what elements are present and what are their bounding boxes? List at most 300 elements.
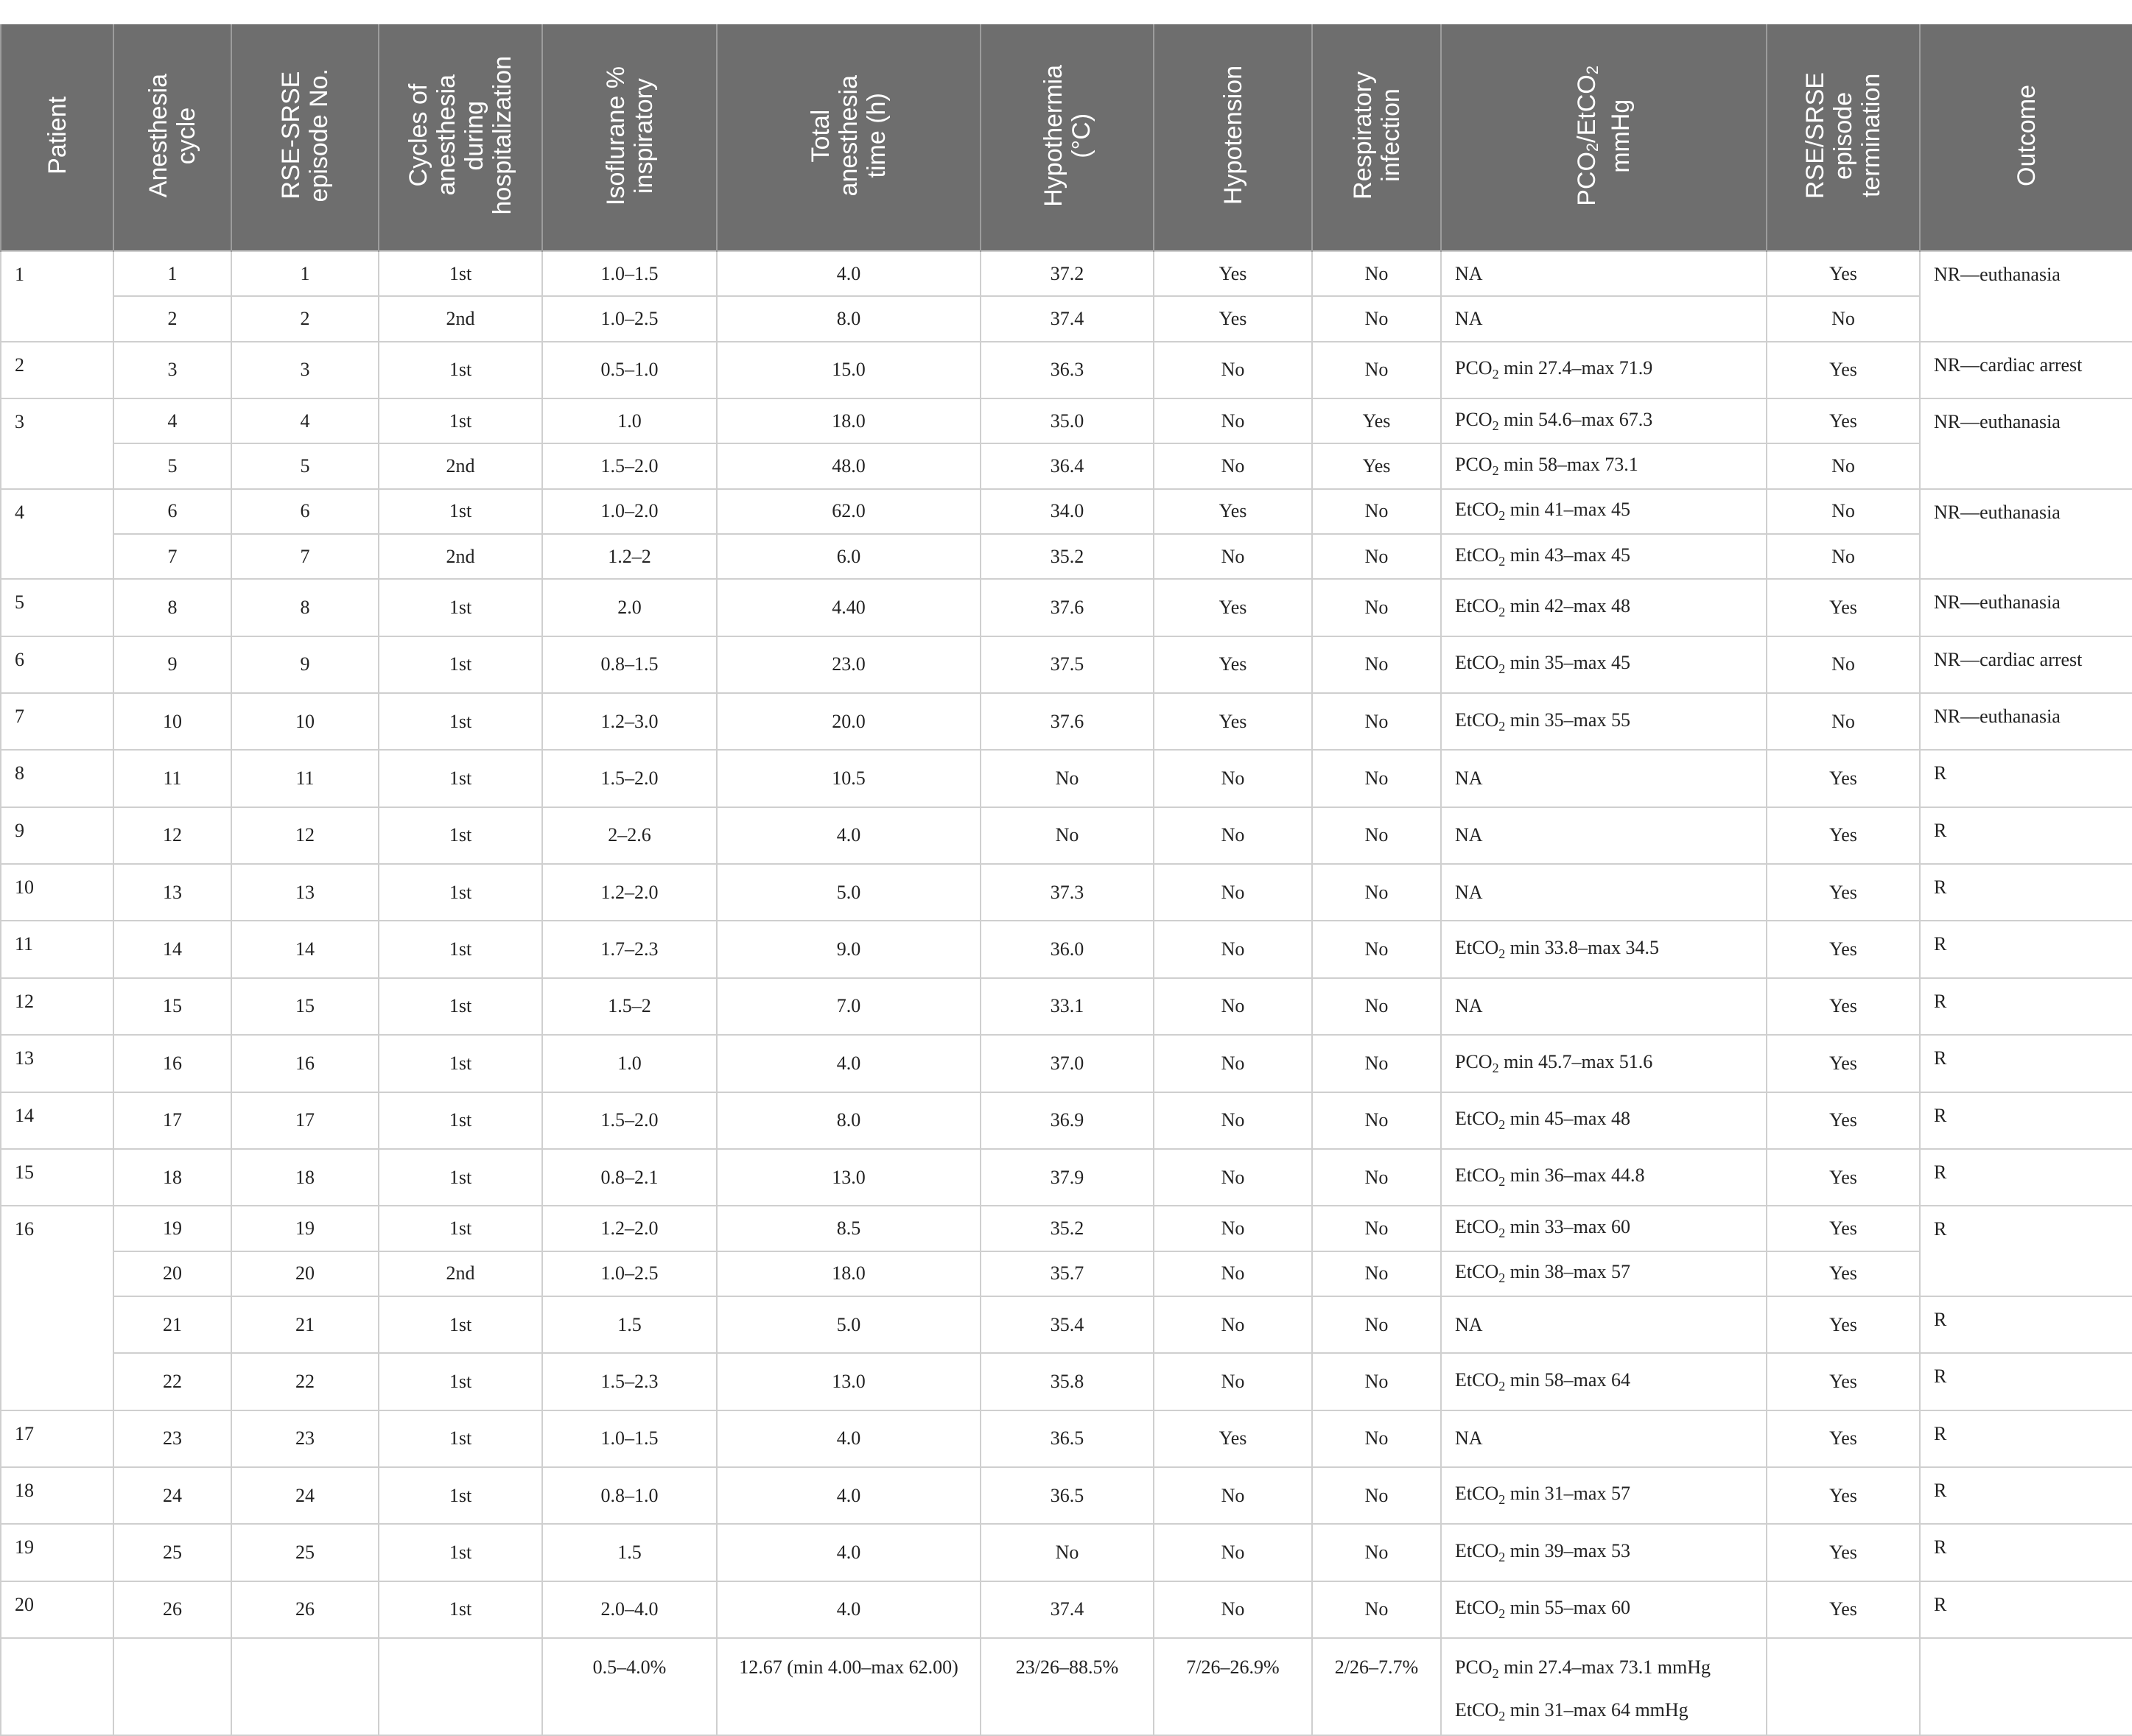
summary-row	[1, 1638, 2132, 1735]
patient-cell: 5	[1, 579, 113, 636]
isoflurane-cell: 1.7–2.3	[542, 921, 717, 977]
patient-cell: 19	[1, 1524, 113, 1581]
hypothermia-cell: 35.7	[981, 1251, 1154, 1296]
episode-no-cell: 21	[231, 1296, 379, 1353]
cycles-hospitalization-cell: 2nd	[379, 296, 542, 341]
anesthesia-cycle-cell: 8	[113, 579, 231, 636]
total-time-cell: 48.0	[717, 443, 981, 488]
outcome-cell: R	[1920, 1149, 2132, 1206]
outcome-cell: NR—euthanasia	[1920, 251, 2132, 342]
table-row	[1, 1296, 2132, 1353]
respiratory-infection-cell: No	[1312, 1035, 1441, 1092]
pco2-etco2-cell: EtCO$_2$ min 35–max 55	[1441, 693, 1767, 750]
pco2-etco2-cell: EtCO$_2$ min 43–max 45	[1441, 534, 1767, 579]
cycles-hospitalization-cell: 1st	[379, 1524, 542, 1581]
hypothermia-cell: No	[981, 1524, 1154, 1581]
cycles-hospitalization-cell: 1st	[379, 489, 542, 534]
cycles-hospitalization-cell: 1st	[379, 864, 542, 921]
anesthesia-cycle-cell: 18	[113, 1149, 231, 1206]
patient-cell: 10	[1, 864, 113, 921]
table-row	[1, 1251, 2132, 1296]
patient-cell: 11	[1, 921, 113, 977]
outcome-cell: R	[1920, 1035, 2132, 1092]
col-header-hypothermia	[981, 24, 1154, 251]
isoflurane-cell: 2.0–4.0	[542, 1581, 717, 1638]
total-time-cell: 8.5	[717, 1206, 981, 1251]
episode-no-cell: 5	[231, 443, 379, 488]
hypotension-cell: No	[1154, 1035, 1312, 1092]
episode-no-cell: 15	[231, 978, 379, 1035]
hypotension-cell: No	[1154, 1581, 1312, 1638]
episode-termination-cell: Yes	[1767, 1410, 1920, 1467]
hypothermia-cell: 37.4	[981, 296, 1154, 341]
col-header-outcome	[1920, 24, 2132, 251]
pco2-etco2-cell: NA	[1441, 750, 1767, 806]
col-header-label: RSE/SRSE episode termination	[1801, 72, 1885, 199]
anesthesia-cycle-cell: 26	[113, 1581, 231, 1638]
header-row	[1, 24, 2132, 251]
anesthesia-cycle-cell: 3	[113, 342, 231, 398]
hypothermia-cell: 37.5	[981, 636, 1154, 693]
isoflurane-cell: 0.5–1.0	[542, 342, 717, 398]
col-header-isoflurane	[542, 24, 717, 251]
episode-termination-cell: No	[1767, 534, 1920, 579]
table-container	[0, 24, 2132, 1736]
episode-no-cell: 4	[231, 398, 379, 443]
table-row	[1, 1467, 2132, 1524]
pco2-etco2-cell: NA	[1441, 1296, 1767, 1353]
anesthesia-cycle-cell: 25	[113, 1524, 231, 1581]
episode-no-cell: 23	[231, 1410, 379, 1467]
episode-termination-cell: No	[1767, 636, 1920, 693]
pco2-etco2-cell: EtCO$_2$ min 58–max 64	[1441, 1353, 1767, 1410]
episode-termination-cell: No	[1767, 693, 1920, 750]
respiratory-infection-cell: No	[1312, 342, 1441, 398]
episode-termination-cell: Yes	[1767, 807, 1920, 864]
episode-termination-cell: Yes	[1767, 1206, 1920, 1251]
summary-empty-cell	[1767, 1638, 1920, 1735]
hypotension-cell: No	[1154, 1251, 1312, 1296]
isoflurane-cell: 1.5	[542, 1524, 717, 1581]
pco2-etco2-cell: EtCO$_2$ min 45–max 48	[1441, 1092, 1767, 1149]
hypothermia-cell: No	[981, 807, 1154, 864]
episode-no-cell: 2	[231, 296, 379, 341]
hypotension-cell: No	[1154, 864, 1312, 921]
episode-no-cell: 13	[231, 864, 379, 921]
total-time-cell: 62.0	[717, 489, 981, 534]
patient-cell: 15	[1, 1149, 113, 1206]
pco2-etco2-cell: $PCO_2$ min 54.6–max 67.3	[1441, 398, 1767, 443]
patient-cell: 20	[1, 1581, 113, 1638]
cycles-hospitalization-cell: 2nd	[379, 443, 542, 488]
cycles-hospitalization-cell: 1st	[379, 921, 542, 977]
total-time-cell: 8.0	[717, 1092, 981, 1149]
episode-termination-cell: Yes	[1767, 978, 1920, 1035]
anesthesia-cycle-cell: 21	[113, 1296, 231, 1353]
respiratory-infection-cell: No	[1312, 1092, 1441, 1149]
hypotension-cell: No	[1154, 443, 1312, 488]
isoflurane-cell: 1.2–2.0	[542, 864, 717, 921]
total-time-cell: 20.0	[717, 693, 981, 750]
pco2-etco2-cell: EtCO$_2$ min 36–max 44.8	[1441, 1149, 1767, 1206]
respiratory-infection-cell: Yes	[1312, 443, 1441, 488]
col-header-episode-no	[231, 24, 379, 251]
hypothermia-cell: 35.8	[981, 1353, 1154, 1410]
isoflurane-cell: 2.0	[542, 579, 717, 636]
summary-hypothermia: 23/26–88.5%	[981, 1638, 1154, 1735]
hypotension-cell: No	[1154, 1524, 1312, 1581]
isoflurane-cell: 1.0–1.5	[542, 251, 717, 296]
pco2-etco2-cell: NA	[1441, 978, 1767, 1035]
pco2-etco2-cell: NA	[1441, 807, 1767, 864]
pco2-etco2-cell: EtCO$_2$ min 38–max 57	[1441, 1251, 1767, 1296]
isoflurane-cell: 1.0–1.5	[542, 1410, 717, 1467]
pco2-etco2-cell: EtCO$_2$ min 55–max 60	[1441, 1581, 1767, 1638]
cycles-hospitalization-cell: 1st	[379, 978, 542, 1035]
respiratory-infection-cell: No	[1312, 636, 1441, 693]
anesthesia-cycle-cell: 1	[113, 251, 231, 296]
pco2-etco2-cell: NA	[1441, 251, 1767, 296]
patient-cell: 17	[1, 1410, 113, 1467]
anesthesia-cycle-cell: 19	[113, 1206, 231, 1251]
isoflurane-cell: 1.5–2.0	[542, 443, 717, 488]
patient-cell: 1	[1, 251, 113, 342]
cycles-hospitalization-cell: 1st	[379, 1206, 542, 1251]
episode-termination-cell: Yes	[1767, 342, 1920, 398]
episode-no-cell: 18	[231, 1149, 379, 1206]
respiratory-infection-cell: No	[1312, 579, 1441, 636]
hypotension-cell: Yes	[1154, 693, 1312, 750]
anesthesia-cycle-cell: 4	[113, 398, 231, 443]
anesthesia-cycle-cell: 2	[113, 296, 231, 341]
hypotension-cell: No	[1154, 534, 1312, 579]
episode-termination-cell: Yes	[1767, 1524, 1920, 1581]
table-row	[1, 296, 2132, 341]
patient-cell: 3	[1, 398, 113, 489]
table-row	[1, 1410, 2132, 1467]
cycles-hospitalization-cell: 1st	[379, 398, 542, 443]
summary-empty-cell	[1, 1638, 113, 1735]
outcome-cell: NR—euthanasia	[1920, 579, 2132, 636]
episode-no-cell: 26	[231, 1581, 379, 1638]
hypotension-cell: Yes	[1154, 251, 1312, 296]
hypothermia-cell: 37.6	[981, 693, 1154, 750]
col-header-label: Hypotension	[1218, 66, 1247, 205]
cycles-hospitalization-cell: 1st	[379, 807, 542, 864]
patient-cell: 2	[1, 342, 113, 398]
table-row	[1, 342, 2132, 398]
hypothermia-cell: No	[981, 750, 1154, 806]
respiratory-infection-cell: No	[1312, 489, 1441, 534]
summary-respiratory-infection: 2/26–7.7%	[1312, 1638, 1441, 1735]
outcome-cell: R	[1920, 921, 2132, 977]
table-row	[1, 1206, 2132, 1251]
respiratory-infection-cell: No	[1312, 864, 1441, 921]
table-row	[1, 1035, 2132, 1092]
pco2-etco2-cell: EtCO$_2$ min 31–max 57	[1441, 1467, 1767, 1524]
episode-termination-cell: Yes	[1767, 921, 1920, 977]
col-header-respiratory-infection	[1312, 24, 1441, 251]
respiratory-infection-cell: No	[1312, 693, 1441, 750]
episode-no-cell: 6	[231, 489, 379, 534]
episode-termination-cell: Yes	[1767, 1296, 1920, 1353]
outcome-cell: R	[1920, 807, 2132, 864]
table-row	[1, 978, 2132, 1035]
anesthesia-table	[0, 24, 2132, 1736]
total-time-cell: 9.0	[717, 921, 981, 977]
cycles-hospitalization-cell: 2nd	[379, 1251, 542, 1296]
summary-gas-line: $PCO_2$ min 27.4–max 73.1 mmHg	[1455, 1656, 1711, 1681]
hypothermia-cell: 35.2	[981, 534, 1154, 579]
col-header-pco2-etco2	[1441, 24, 1767, 251]
outcome-cell: R	[1920, 1092, 2132, 1149]
respiratory-infection-cell: No	[1312, 807, 1441, 864]
total-time-cell: 7.0	[717, 978, 981, 1035]
episode-termination-cell: Yes	[1767, 1035, 1920, 1092]
total-time-cell: 10.5	[717, 750, 981, 806]
respiratory-infection-cell: No	[1312, 1206, 1441, 1251]
respiratory-infection-cell: No	[1312, 1296, 1441, 1353]
hypotension-cell: No	[1154, 1092, 1312, 1149]
hypothermia-cell: 36.9	[981, 1092, 1154, 1149]
hypothermia-cell: 37.3	[981, 864, 1154, 921]
episode-termination-cell: Yes	[1767, 1467, 1920, 1524]
col-header-label: Outcome	[2012, 85, 2041, 186]
pco2-etco2-cell: EtCO$_2$ min 33–max 60	[1441, 1206, 1767, 1251]
isoflurane-cell: 1.5–2.0	[542, 1092, 717, 1149]
patient-cell: 8	[1, 750, 113, 806]
episode-termination-cell: Yes	[1767, 1251, 1920, 1296]
episode-termination-cell: Yes	[1767, 750, 1920, 806]
respiratory-infection-cell: No	[1312, 1581, 1441, 1638]
pco2-etco2-cell: $PCO_2$ min 58–max 73.1	[1441, 443, 1767, 488]
patient-cell: 18	[1, 1467, 113, 1524]
episode-no-cell: 9	[231, 636, 379, 693]
anesthesia-cycle-cell: 15	[113, 978, 231, 1035]
anesthesia-cycle-cell: 12	[113, 807, 231, 864]
pco2-etco2-cell: EtCO$_2$ min 42–max 48	[1441, 579, 1767, 636]
patient-cell: 12	[1, 978, 113, 1035]
cycles-hospitalization-cell: 1st	[379, 636, 542, 693]
episode-no-cell: 12	[231, 807, 379, 864]
hypotension-cell: Yes	[1154, 489, 1312, 534]
total-time-cell: 13.0	[717, 1149, 981, 1206]
table-row	[1, 489, 2132, 534]
col-header-patient	[1, 24, 113, 251]
table-row	[1, 864, 2132, 921]
total-time-cell: 5.0	[717, 1296, 981, 1353]
hypothermia-cell: 37.2	[981, 251, 1154, 296]
summary-empty-cell	[1920, 1638, 2132, 1735]
summary-empty-cell	[231, 1638, 379, 1735]
total-time-cell: 18.0	[717, 1251, 981, 1296]
patient-cell: 7	[1, 693, 113, 750]
col-header-cycles-hospitalization	[379, 24, 542, 251]
hypothermia-cell: 34.0	[981, 489, 1154, 534]
cycles-hospitalization-cell: 1st	[379, 1353, 542, 1410]
cycles-hospitalization-cell: 1st	[379, 579, 542, 636]
total-time-cell: 4.0	[717, 1467, 981, 1524]
episode-termination-cell: Yes	[1767, 579, 1920, 636]
respiratory-infection-cell: No	[1312, 921, 1441, 977]
anesthesia-cycle-cell: 16	[113, 1035, 231, 1092]
col-header-anesthesia-cycle	[113, 24, 231, 251]
respiratory-infection-cell: No	[1312, 296, 1441, 341]
table-row	[1, 693, 2132, 750]
pco2-etco2-cell: NA	[1441, 296, 1767, 341]
hypotension-cell: No	[1154, 1149, 1312, 1206]
col-header-episode-termination	[1767, 24, 1920, 251]
hypotension-cell: Yes	[1154, 636, 1312, 693]
outcome-cell: R	[1920, 1467, 2132, 1524]
respiratory-infection-cell: No	[1312, 1251, 1441, 1296]
outcome-cell: R	[1920, 1524, 2132, 1581]
anesthesia-cycle-cell: 6	[113, 489, 231, 534]
summary-hypotension: 7/26–26.9%	[1154, 1638, 1312, 1735]
col-header-label: Cycles of anesthesia during hospitalization	[404, 56, 516, 215]
outcome-cell: R	[1920, 864, 2132, 921]
patient-cell: 6	[1, 636, 113, 693]
col-header-total-time	[717, 24, 981, 251]
hypothermia-cell: 36.3	[981, 342, 1154, 398]
outcome-cell: R	[1920, 1581, 2132, 1638]
cycles-hospitalization-cell: 2nd	[379, 534, 542, 579]
hypotension-cell: No	[1154, 750, 1312, 806]
respiratory-infection-cell: No	[1312, 750, 1441, 806]
isoflurane-cell: 1.0–2.5	[542, 1251, 717, 1296]
respiratory-infection-cell: No	[1312, 978, 1441, 1035]
outcome-cell: R	[1920, 1206, 2132, 1296]
anesthesia-cycle-cell: 17	[113, 1092, 231, 1149]
cycles-hospitalization-cell: 1st	[379, 1467, 542, 1524]
outcome-cell: R	[1920, 1296, 2132, 1353]
outcome-cell: NR—cardiac arrest	[1920, 342, 2132, 398]
outcome-cell: R	[1920, 978, 2132, 1035]
hypotension-cell: No	[1154, 1206, 1312, 1251]
total-time-cell: 4.0	[717, 1524, 981, 1581]
total-time-cell: 4.0	[717, 1035, 981, 1092]
hypothermia-cell: 37.4	[981, 1581, 1154, 1638]
pco2-etco2-cell: EtCO$_2$ min 35–max 45	[1441, 636, 1767, 693]
hypotension-cell: No	[1154, 1353, 1312, 1410]
episode-termination-cell: Yes	[1767, 398, 1920, 443]
outcome-cell: R	[1920, 1353, 2132, 1410]
hypotension-cell: No	[1154, 807, 1312, 864]
hypothermia-cell: 33.1	[981, 978, 1154, 1035]
total-time-cell: 6.0	[717, 534, 981, 579]
episode-termination-cell: Yes	[1767, 1353, 1920, 1410]
episode-no-cell: 11	[231, 750, 379, 806]
anesthesia-cycle-cell: 11	[113, 750, 231, 806]
pco2-etco2-cell: NA	[1441, 864, 1767, 921]
cycles-hospitalization-cell: 1st	[379, 1296, 542, 1353]
episode-termination-cell: No	[1767, 489, 1920, 534]
respiratory-infection-cell: No	[1312, 1353, 1441, 1410]
hypotension-cell: Yes	[1154, 579, 1312, 636]
cycles-hospitalization-cell: 1st	[379, 750, 542, 806]
episode-no-cell: 14	[231, 921, 379, 977]
episode-no-cell: 8	[231, 579, 379, 636]
hypotension-cell: No	[1154, 1296, 1312, 1353]
isoflurane-cell: 1.5–2	[542, 978, 717, 1035]
col-header-label: Anesthesia cycle	[144, 73, 200, 198]
episode-no-cell: 7	[231, 534, 379, 579]
table-row	[1, 750, 2132, 806]
hypothermia-cell: 37.0	[981, 1035, 1154, 1092]
pco2-etco2-cell: $PCO_2$ min 45.7–max 51.6	[1441, 1035, 1767, 1092]
episode-termination-cell: No	[1767, 296, 1920, 341]
hypothermia-cell: 35.0	[981, 398, 1154, 443]
isoflurane-cell: 1.2–3.0	[542, 693, 717, 750]
cycles-hospitalization-cell: 1st	[379, 1410, 542, 1467]
isoflurane-cell: 1.5–2.3	[542, 1353, 717, 1410]
episode-no-cell: 16	[231, 1035, 379, 1092]
anesthesia-cycle-cell: 9	[113, 636, 231, 693]
isoflurane-cell: 0.8–1.5	[542, 636, 717, 693]
cycles-hospitalization-cell: 1st	[379, 342, 542, 398]
respiratory-infection-cell: No	[1312, 1410, 1441, 1467]
episode-termination-cell: Yes	[1767, 1092, 1920, 1149]
hypotension-cell: No	[1154, 921, 1312, 977]
outcome-cell: R	[1920, 1410, 2132, 1467]
hypothermia-cell: 36.4	[981, 443, 1154, 488]
isoflurane-cell: 1.0–2.0	[542, 489, 717, 534]
col-header-label: Respiratory infection	[1348, 71, 1405, 200]
total-time-cell: 4.40	[717, 579, 981, 636]
total-time-cell: 4.0	[717, 251, 981, 296]
total-time-cell: 8.0	[717, 296, 981, 341]
respiratory-infection-cell: No	[1312, 1149, 1441, 1206]
total-time-cell: 4.0	[717, 1410, 981, 1467]
anesthesia-cycle-cell: 13	[113, 864, 231, 921]
total-time-cell: 18.0	[717, 398, 981, 443]
isoflurane-cell: 1.0	[542, 398, 717, 443]
col-header-label: Patient	[43, 96, 71, 175]
episode-no-cell: 25	[231, 1524, 379, 1581]
total-time-cell: 13.0	[717, 1353, 981, 1410]
hypotension-cell: No	[1154, 342, 1312, 398]
cycles-hospitalization-cell: 1st	[379, 1092, 542, 1149]
pco2-etco2-cell: NA	[1441, 1410, 1767, 1467]
outcome-cell: NR—cardiac arrest	[1920, 636, 2132, 693]
respiratory-infection-cell: No	[1312, 534, 1441, 579]
patient-cell: 13	[1, 1035, 113, 1092]
hypothermia-cell: 37.9	[981, 1149, 1154, 1206]
episode-termination-cell: Yes	[1767, 1581, 1920, 1638]
episode-no-cell: 1	[231, 251, 379, 296]
episode-termination-cell: Yes	[1767, 864, 1920, 921]
anesthesia-cycle-cell: 7	[113, 534, 231, 579]
col-header-label: Total anesthesia time (h)	[807, 74, 891, 197]
table-row	[1, 398, 2132, 443]
isoflurane-cell: 0.8–1.0	[542, 1467, 717, 1524]
summary-empty-cell	[113, 1638, 231, 1735]
hypothermia-cell: 36.5	[981, 1467, 1154, 1524]
summary-pco2-etco2	[1441, 1638, 1767, 1735]
episode-termination-cell: Yes	[1767, 251, 1920, 296]
table-row	[1, 579, 2132, 636]
isoflurane-cell: 1.2–2.0	[542, 1206, 717, 1251]
total-time-cell: 5.0	[717, 864, 981, 921]
summary-empty-cell	[379, 1638, 542, 1735]
table-row	[1, 636, 2132, 693]
table-row	[1, 1149, 2132, 1206]
table-row	[1, 807, 2132, 864]
hypotension-cell: No	[1154, 398, 1312, 443]
outcome-cell: NR—euthanasia	[1920, 489, 2132, 580]
table-row	[1, 443, 2132, 488]
episode-no-cell: 22	[231, 1353, 379, 1410]
